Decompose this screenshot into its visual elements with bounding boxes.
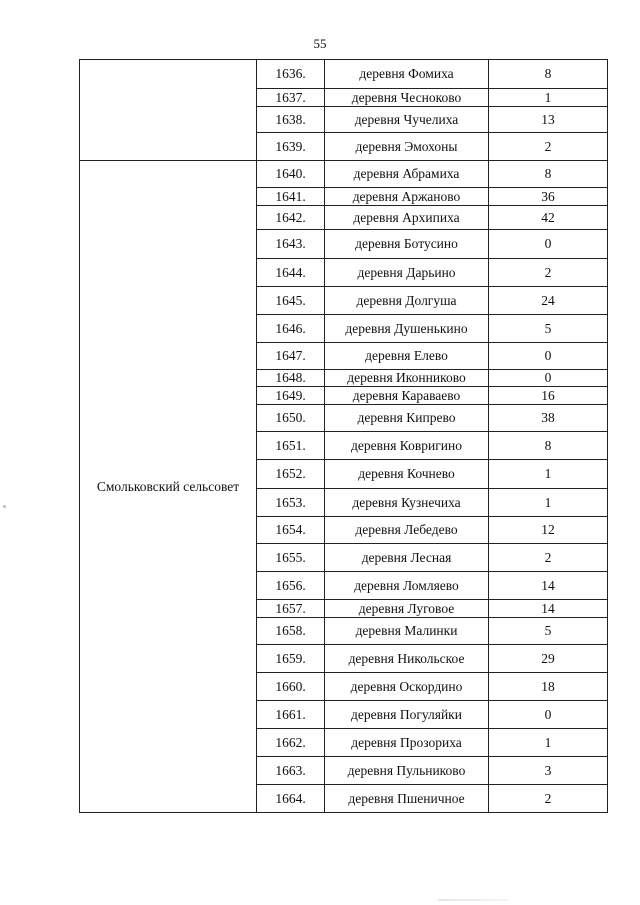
settlement-value: 29 <box>489 645 608 673</box>
row-number: 1663. <box>257 757 325 785</box>
row-number: 1648. <box>257 370 325 387</box>
settlement-name: деревня Долгуша <box>325 287 489 315</box>
row-number: 1662. <box>257 729 325 757</box>
row-number: 1640. <box>257 161 325 188</box>
settlement-value: 3 <box>489 757 608 785</box>
settlement-value: 8 <box>489 432 608 460</box>
settlement-name: деревня Чесноково <box>325 89 489 107</box>
settlement-value: 13 <box>489 107 608 133</box>
settlements-table <box>79 59 608 813</box>
settlement-name: деревня Малинки <box>325 618 489 645</box>
settlement-name: деревня Душенькино <box>325 315 489 343</box>
settlement-value: 5 <box>489 315 608 343</box>
settlement-value: 36 <box>489 188 608 206</box>
settlement-name: деревня Ломляево <box>325 572 489 600</box>
scan-speck <box>3 505 6 508</box>
settlement-value: 8 <box>489 161 608 188</box>
settlement-value: 0 <box>489 343 608 370</box>
settlement-value: 24 <box>489 287 608 315</box>
settlement-name: деревня Кипрево <box>325 405 489 432</box>
settlement-value: 42 <box>489 206 608 230</box>
row-number: 1649. <box>257 387 325 405</box>
settlement-value: 38 <box>489 405 608 432</box>
settlement-name: деревня Погуляйки <box>325 701 489 729</box>
row-number: 1655. <box>257 544 325 572</box>
table-row <box>80 60 608 89</box>
row-number: 1657. <box>257 600 325 618</box>
settlement-value: 12 <box>489 517 608 544</box>
row-number: 1656. <box>257 572 325 600</box>
settlement-name: деревня Ботусино <box>325 230 489 259</box>
settlement-name: деревня Дарьино <box>325 259 489 287</box>
row-number: 1651. <box>257 432 325 460</box>
settlement-value: 1 <box>489 489 608 517</box>
settlement-value: 14 <box>489 572 608 600</box>
settlement-name: деревня Кочнево <box>325 460 489 489</box>
settlement-value: 5 <box>489 618 608 645</box>
settlement-name: деревня Никольское <box>325 645 489 673</box>
settlement-value: 2 <box>489 544 608 572</box>
table-row <box>80 161 608 188</box>
settlement-value: 2 <box>489 259 608 287</box>
row-number: 1650. <box>257 405 325 432</box>
settlement-name: деревня Ковригино <box>325 432 489 460</box>
row-number: 1639. <box>257 133 325 161</box>
settlement-name: деревня Караваево <box>325 387 489 405</box>
region-cell <box>80 60 257 161</box>
row-number: 1636. <box>257 60 325 89</box>
row-number: 1637. <box>257 89 325 107</box>
settlement-name: деревня Лебедево <box>325 517 489 544</box>
row-number: 1645. <box>257 287 325 315</box>
settlement-name: деревня Фомиха <box>325 60 489 89</box>
scan-smudge <box>438 899 508 901</box>
row-number: 1664. <box>257 785 325 813</box>
settlement-value: 2 <box>489 133 608 161</box>
row-number: 1652. <box>257 460 325 489</box>
settlement-value: 2 <box>489 785 608 813</box>
settlement-value: 8 <box>489 60 608 89</box>
row-number: 1643. <box>257 230 325 259</box>
settlement-value: 16 <box>489 387 608 405</box>
page-number: 55 <box>313 36 327 51</box>
settlement-name: деревня Луговое <box>325 600 489 618</box>
settlement-name: деревня Аржаново <box>325 188 489 206</box>
settlement-value: 0 <box>489 230 608 259</box>
settlement-value: 0 <box>489 370 608 387</box>
settlement-name: деревня Оскордино <box>325 673 489 701</box>
row-number: 1661. <box>257 701 325 729</box>
row-number: 1641. <box>257 188 325 206</box>
settlement-name: деревня Архипиха <box>325 206 489 230</box>
row-number: 1654. <box>257 517 325 544</box>
settlement-name: деревня Пшеничное <box>325 785 489 813</box>
row-number: 1658. <box>257 618 325 645</box>
settlement-value: 14 <box>489 600 608 618</box>
settlement-value: 18 <box>489 673 608 701</box>
settlement-name: деревня Абрамиха <box>325 161 489 188</box>
settlement-value: 1 <box>489 729 608 757</box>
settlement-name: деревня Лесная <box>325 544 489 572</box>
settlement-value: 1 <box>489 460 608 489</box>
settlement-name: деревня Чучелиха <box>325 107 489 133</box>
settlement-name: деревня Иконниково <box>325 370 489 387</box>
settlement-name: деревня Пульниково <box>325 757 489 785</box>
row-number: 1646. <box>257 315 325 343</box>
settlement-name: деревня Прозориха <box>325 729 489 757</box>
settlement-name: деревня Эмохоны <box>325 133 489 161</box>
row-number: 1642. <box>257 206 325 230</box>
row-number: 1653. <box>257 489 325 517</box>
settlement-value: 0 <box>489 701 608 729</box>
settlement-value: 1 <box>489 89 608 107</box>
row-number: 1659. <box>257 645 325 673</box>
row-number: 1638. <box>257 107 325 133</box>
settlement-name: деревня Кузнечиха <box>325 489 489 517</box>
region-cell: Смольковский сельсовет <box>80 161 257 813</box>
row-number: 1647. <box>257 343 325 370</box>
settlement-name: деревня Елево <box>325 343 489 370</box>
row-number: 1660. <box>257 673 325 701</box>
row-number: 1644. <box>257 259 325 287</box>
